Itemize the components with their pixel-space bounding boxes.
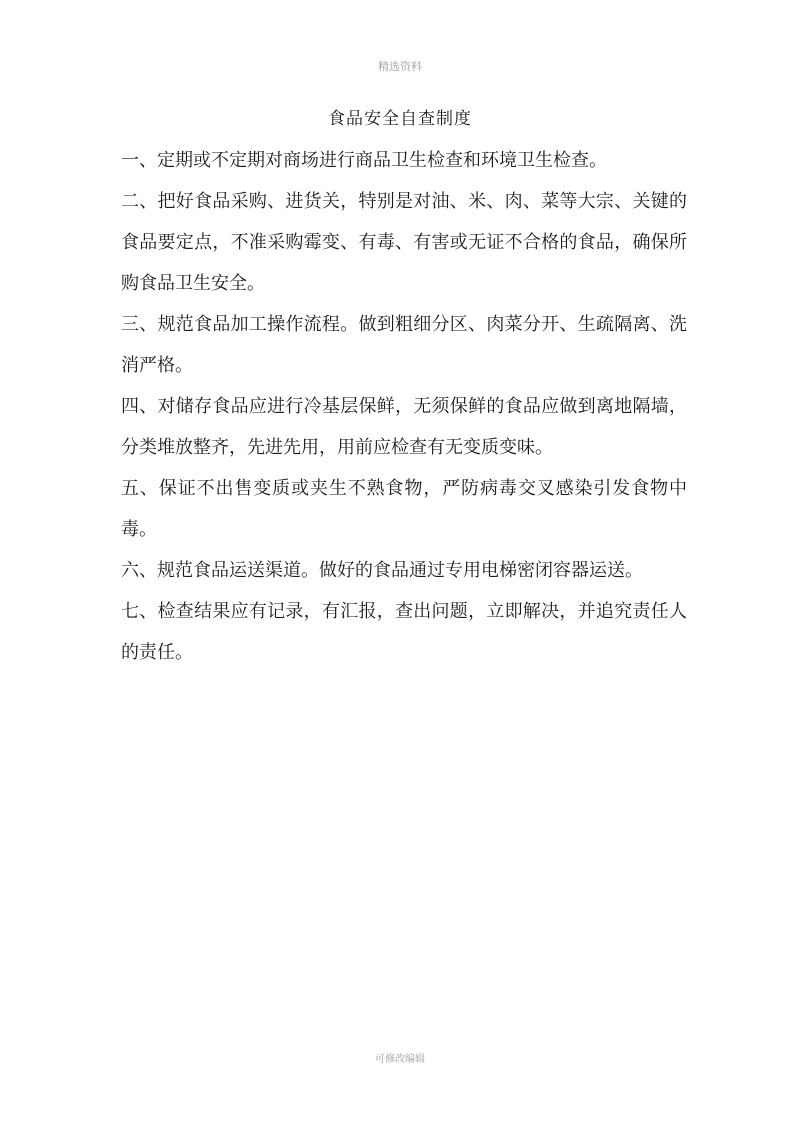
document-body	[121, 140, 687, 673]
footer-note: 可修改编辑	[375, 1054, 425, 1065]
paragraph-4: 四、对储存食品应进行冷基层保鲜，无须保鲜的食品应做到离地隔墙，分类堆放整齐，先进先用，用前应检查有无变质变味。	[121, 396, 687, 458]
paragraph-6: 六、规范食品运送渠道。做好的食品通过专用电梯密闭容器运送。	[121, 560, 643, 581]
paragraph-2: 二、把好食品采购、进货关，特别是对油、米、肉、菜等大宗、关键的食品要定点，不准采购霉变、有毒、有害或无证不合格的食品，确保所购食品卫生安全。	[121, 191, 687, 294]
header-note: 精选资料	[378, 60, 422, 73]
paragraph-5: 五、保证不出售变质或夹生不熟食物，严防病毒交叉感染引发食物中毒。	[121, 478, 687, 540]
paragraph-1: 一、定期或不定期对商场进行商品卫生检查和环境卫生检查。	[121, 150, 607, 171]
paragraph-7: 七、检查结果应有记录，有汇报，查出问题，立即解决，并追究责任人的责任。	[121, 601, 687, 663]
paragraph-3: 三、规范食品加工操作流程。做到粗细分区、肉菜分开、生疏隔离、洗消严格。	[121, 314, 687, 376]
document-title: 食品安全自查制度	[328, 109, 472, 129]
